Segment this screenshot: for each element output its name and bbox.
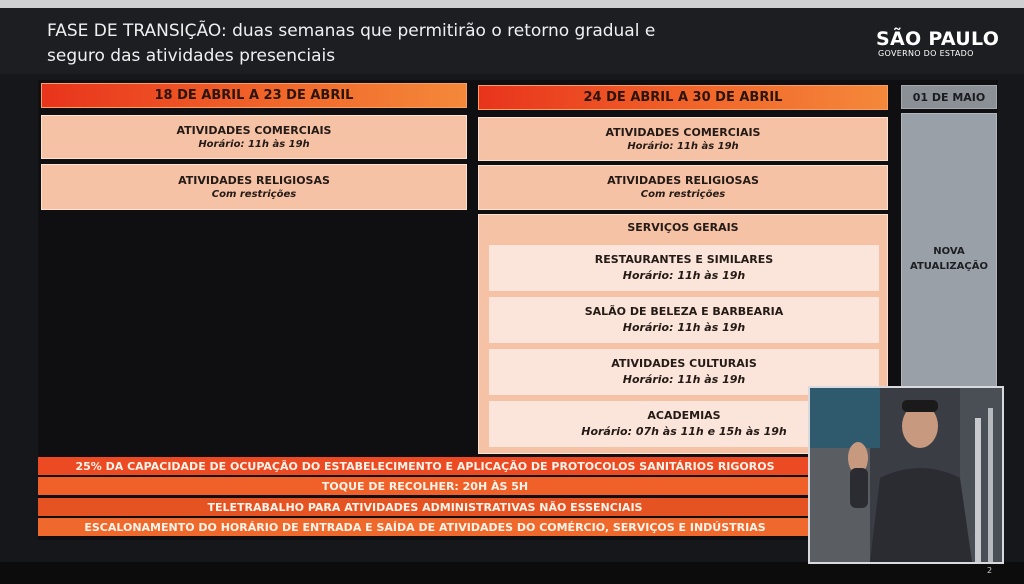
p1-cell-religious (41, 164, 467, 210)
p1-cell-commercial (41, 115, 467, 159)
general-services-title: SERVIÇOS GERAIS (627, 221, 739, 234)
cell-heading: ATIVIDADES RELIGIOSAS (178, 173, 330, 187)
page-number: 2 (987, 566, 993, 575)
service-heading: ACADEMIAS (647, 409, 721, 422)
title-line-2: seguro das atividades presenciais (47, 46, 336, 66)
p2-cell-religious (478, 165, 888, 210)
maio-column (901, 113, 997, 398)
bottom-shade (0, 562, 1024, 584)
service-heading: ATIVIDADES CULTURAIS (611, 357, 757, 370)
interpreter-video-icon (810, 388, 1002, 562)
service-detail: Horário: 11h às 19h (622, 269, 746, 282)
slide-header (0, 8, 1024, 74)
interpreter-video[interactable] (808, 386, 1004, 564)
logo-main-text: SÃO PAULO (876, 28, 1000, 50)
service-heading: SALÃO DE BELEZA E BARBEARIA (584, 305, 784, 318)
service-restaurants (489, 245, 879, 291)
rule-row-1: 25% DA CAPACIDADE DE OCUPAÇÃO DO ESTABELECIMENTO E APLICAÇÃO DE PROTOCOLOS SANITÁRIOS RIGOROS (38, 457, 812, 475)
title-line-1: FASE DE TRANSIÇÃO: duas semanas que permitirão o retorno gradual e (47, 21, 656, 41)
cell-detail: Com restrições (640, 189, 726, 200)
rule-row-3: TELETRABALHO PARA ATIVIDADES ADMINISTRATIVAS NÃO ESSENCIAIS (38, 498, 812, 516)
service-heading: RESTAURANTES E SIMILARES (594, 253, 774, 266)
page-title (47, 19, 807, 69)
logo-sub-text: GOVERNO DO ESTADO (878, 49, 974, 58)
service-detail: Horário: 11h às 19h (622, 373, 746, 386)
rule-row-4: ESCALONAMENTO DO HORÁRIO DE ENTRADA E SAÍDA DE ATIVIDADES DO COMÉRCIO, SERVIÇOS E INDÚSTRIAS (38, 518, 812, 536)
maio-line-1: NOVA (933, 246, 965, 257)
service-detail: Horário: 07h às 11h e 15h às 19h (581, 425, 787, 438)
maio-line-2: ATUALIZAÇÃO (910, 261, 988, 272)
cell-detail: Horário: 11h às 19h (198, 138, 310, 150)
cell-detail: Horário: 11h às 19h (627, 140, 739, 152)
cell-detail: Com restrições (211, 188, 297, 200)
p2-cell-commercial (478, 117, 888, 161)
period-header-2: 24 DE ABRIL A 30 DE ABRIL (478, 85, 888, 110)
maio-update-text (902, 244, 996, 274)
rule-row-2: TOQUE DE RECOLHER: 20H ÀS 5H (38, 477, 812, 495)
cell-heading: ATIVIDADES COMERCIAIS (605, 125, 761, 139)
period-header-1: 18 DE ABRIL A 23 DE ABRIL (41, 83, 467, 108)
period-header-3: 01 DE MAIO (901, 85, 997, 109)
top-strip (0, 0, 1024, 8)
cell-heading: ATIVIDADES COMERCIAIS (176, 123, 332, 137)
sao-paulo-logo (876, 29, 1002, 58)
cell-heading: ATIVIDADES RELIGIOSAS (607, 174, 759, 187)
service-detail: Horário: 11h às 19h (622, 321, 746, 334)
service-beauty (489, 297, 879, 343)
